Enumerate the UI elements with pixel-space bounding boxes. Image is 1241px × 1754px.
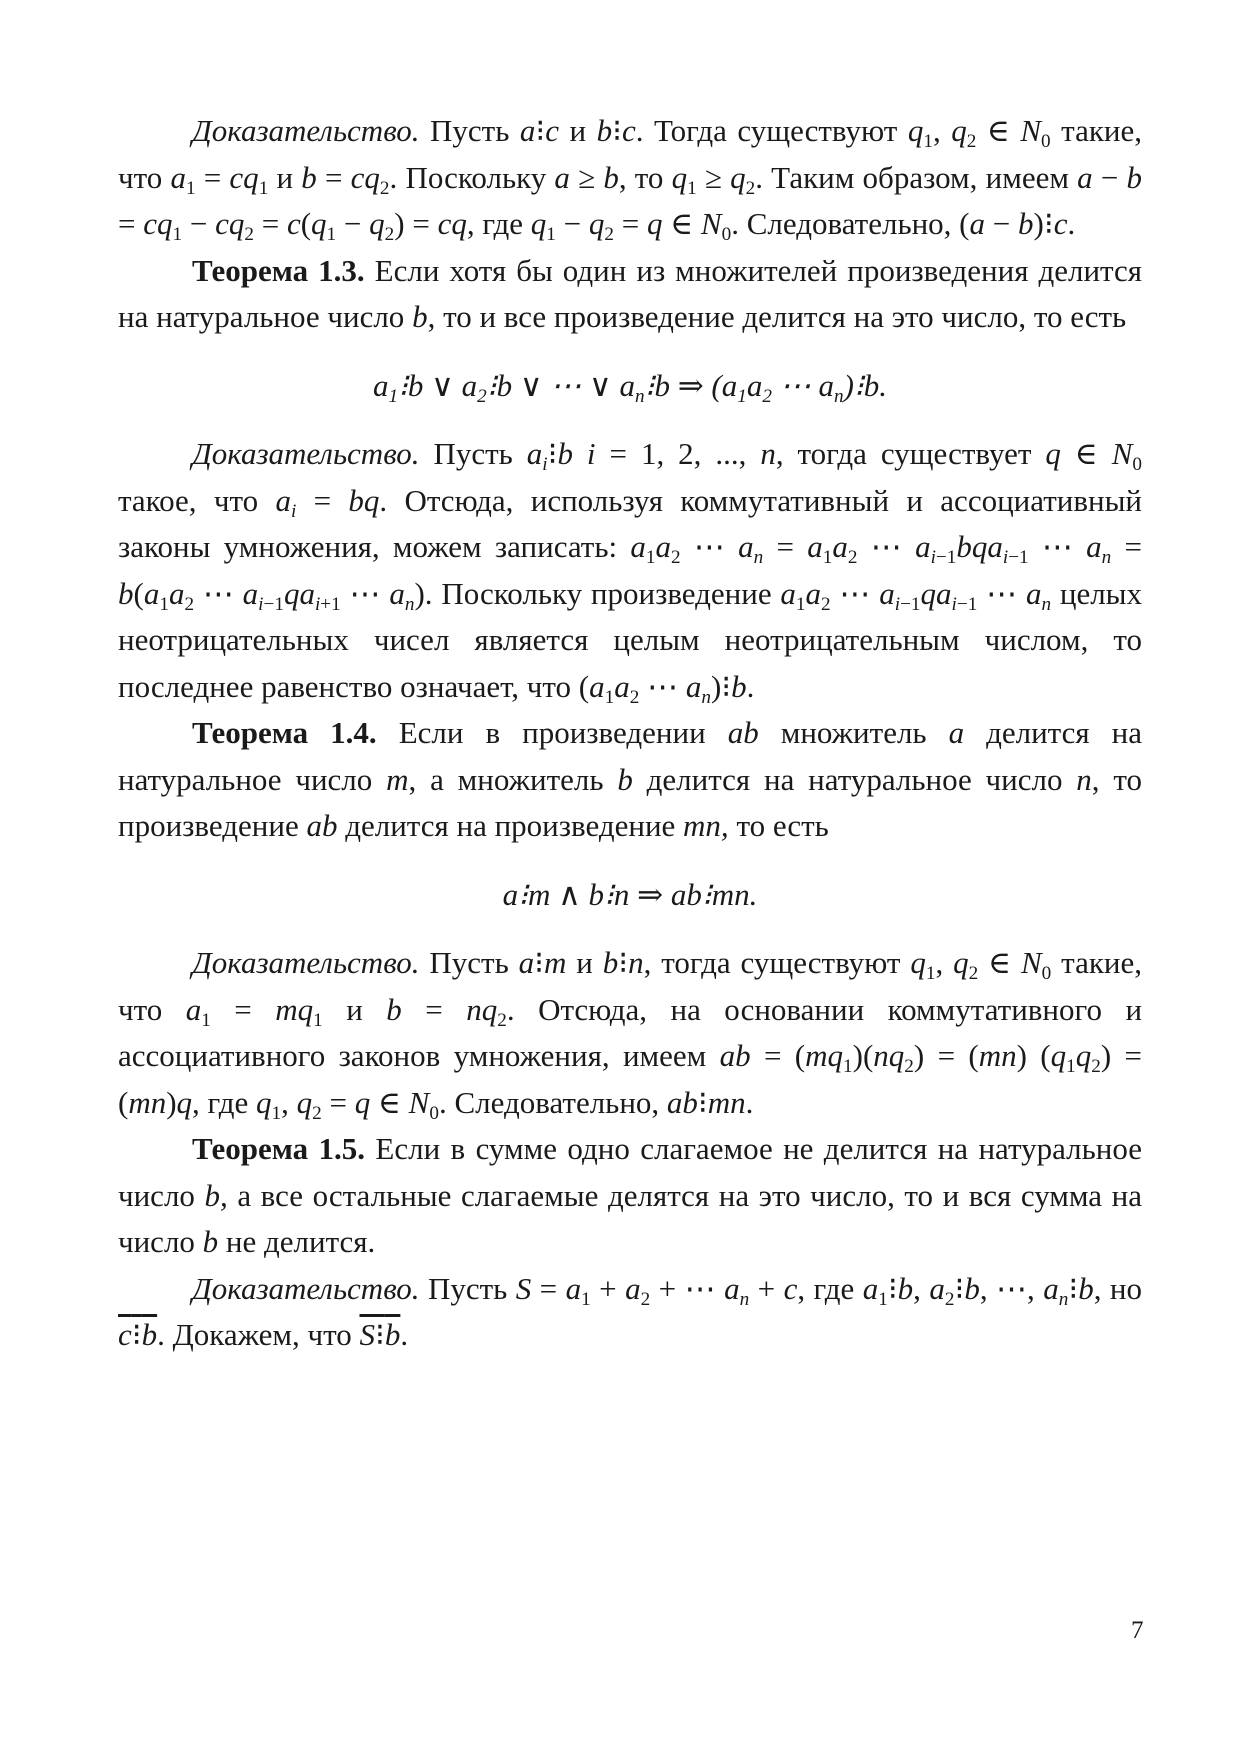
proof-paragraph: Доказательство. Пусть a⁝m и b⁝n, тогда существуют $q_1$, $q_2$ ∈ $N_0$ такие, что $a_1 = mq_1$ и $b = nq_2$. Отсюда, на основании коммутативного и ассоциативного законов умножения, имеем ab = $(mq_1)(nq_2) = (mn) (q_1q_2) = (mn)q$, где $q_1$, $q_2 = q$ ∈ $N_0$. Следовательно, ab⁝mn. xyxy=(118,945,1143,1124)
theorem-label: Теорема 1.5. xyxy=(192,1131,366,1166)
theorem-paragraph: Теорема 1.4. Если в произведении ab множитель a делится на натуральное число m, а множитель b делится на натуральное число n, то произведение ab делится на произведение mn, то есть xyxy=(118,715,1142,843)
theorem-paragraph: Теорема 1.5. Если в сумме одно слагаемое не делится на натуральное число b, а все остальные слагаемые делятся на это число, то и вся сумма на число b не делится. xyxy=(118,1131,1142,1259)
proof-label: Доказательство. xyxy=(192,436,420,471)
proof-label: Доказательство. xyxy=(192,1270,420,1306)
formula: a⁝m ∧ b⁝n ⇒ ab⁝mn. xyxy=(502,876,758,912)
proof-label: Доказательство. xyxy=(192,945,420,980)
formula: $a_1⁝b$ ∨ $a_2⁝b$ ∨ ⋯ ∨ $a_n⁝b$ ⇒ ($a_1a_2$ ⋯ $a_n)⁝b$. xyxy=(372,367,888,407)
theorem-label: Теорема 1.4. xyxy=(192,715,377,750)
proof-label: Доказательство. xyxy=(192,113,420,148)
theorem-paragraph: Теорема 1.3. Если хотя бы один из множителей произведения делится на натуральное число b, то и все произведение делится на это число, то есть xyxy=(118,252,1142,334)
proof-paragraph: Доказательство. Пусть $a_i⁝b$ i = 1, 2, ..., n, тогда существует q ∈ $N_0$ такое, что $a_i$ = bq. Отсюда, используя коммутативный и ассоциативный законы умножения, можем записать: $a_1a_2$ ⋯ $a_n = a_1a_2$ ⋯ $a_{i-1}bqa_{i-1}$ ⋯ $a_n = b(a_1a_2$ ⋯ $a_{i-1}qa_{i+1}$ ⋯ $a_n$). Поскольку произведение $a_1a_2$ ⋯ $a_{i-1}qa_{i-1}$ ⋯ $a_n$ целых неотрицательных чисел является целым неотрицательным числом, то последнее равенство означает, что ($a_1a_2$ ⋯ $a_n)⁝b$. xyxy=(118,436,1143,708)
proof-paragraph: Доказательство. Пусть $S = a_1 + a_2$ + ⋯ $a_n + c$, где $a_1⁝b$, $a_2⁝b$, ⋯, $a_n⁝b$, но c⁝b. Докажем, что S⁝b. xyxy=(118,1270,1143,1352)
page-number: 7 xyxy=(1131,1617,1144,1644)
proof-paragraph: Доказательство. Пусть a⁝c и b⁝c. Тогда существуют $q_1$, $q_2$ ∈ $N_0$ такие, что $a_1 = cq_1$ и $b = cq_2$. Поскольку a ≥ b, то $q_1 \ge q_2$. Таким образом, имеем $a - b = cq_1 - cq_2 = c(q_1 - q_2)$ = cq, где $q_1 - q_2 = q$ ∈ $N_0$. Следовательно, (a − b)⁝c. xyxy=(118,113,1143,245)
theorem-label: Теорема 1.3. xyxy=(192,252,365,288)
page-body xyxy=(118,108,1142,1359)
